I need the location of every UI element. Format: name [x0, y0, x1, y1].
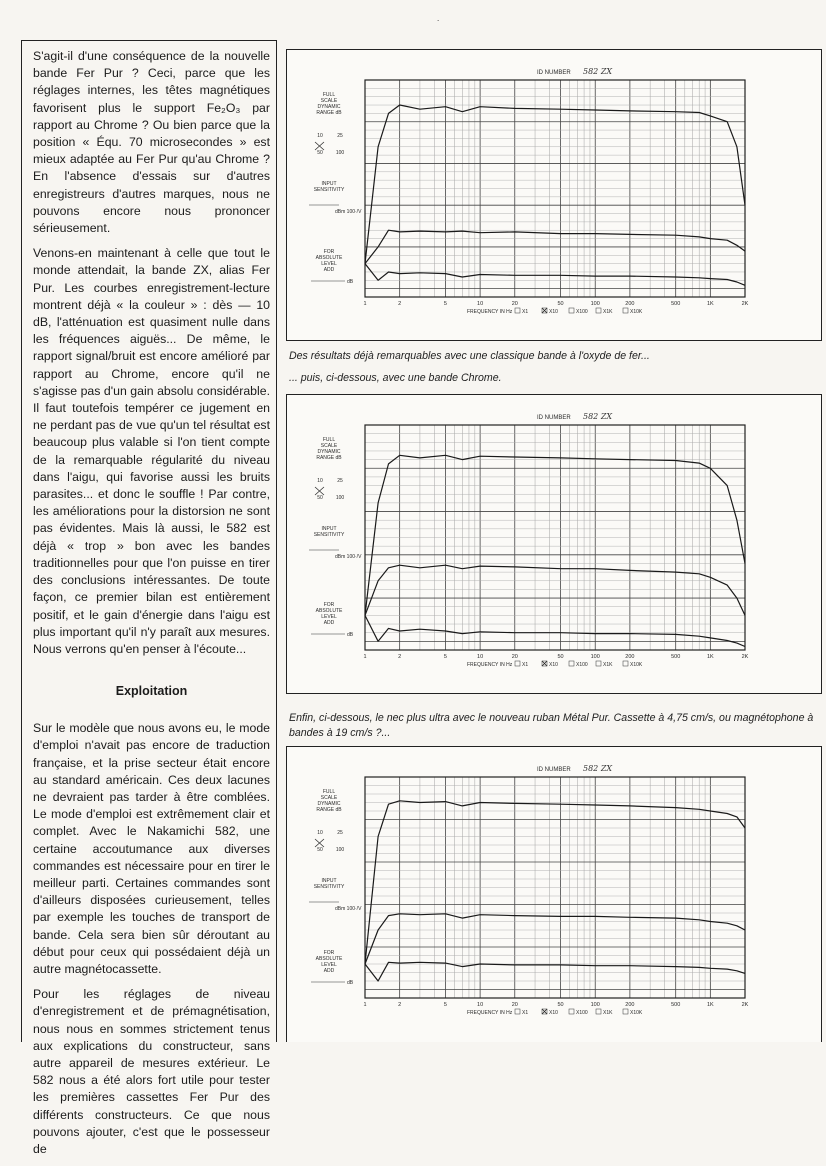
range-option: 50 [317, 495, 323, 501]
x-tick-label: 1K [706, 1002, 714, 1008]
absolute-level-label: LEVEL [321, 962, 337, 968]
input-sensitivity-label: SENSITIVITY [313, 532, 345, 538]
full-scale-label: SCALE [320, 98, 338, 104]
multiplier-label: X100 [576, 1010, 588, 1016]
multiplier-label: X10 [549, 1010, 558, 1016]
paragraph-4: Pour les réglages de niveau d'enregistrement et de prémagnétisation, nous nous en sommes strictement tenus aux explications du constructeur, sans autre appareil de mesures extérieur. Le 582 nous a été alors fort utile pour tester les premières cassettes Fer Pur des différents constructeurs. Ce que nous pouvons ajouter, c'est que le possesseur de [33, 987, 270, 1156]
paragraph-2: Venons-en maintenant à celle que tout le monde attendait, la bande ZX, alias Fer Pur. Les courbes enregistrement-lecture montrent déjà « la couleur » : dès — 10 dB, l'atténuation est quasiment nulle dans les fréquences aiguës... De même, le rapport signal/bruit est encore amélioré par rapport au Chrome, encore qu'il ne s'agisse pas d'un gain absolu considérable. Il faut toutefois tempérer ce jugement en ne perdant pas de vue qu'un tel résultat est beaucoup plus valable si l'on tient compte de la remarquable régularité du niveau dans l'aigu, qui favorise aussi les bruits parasites... et donc le souffle ! Par contre, les améliorations pour la distorsion ne sont pas évidentes. Mais là aussi, le 582 est déjà « trop » bon avec les bandes traditionnelles pour que l'on puisse en tirer des conclusions intéressantes. De toute façon, ce premier bilan est entièrement positif, et le gain d'énergie dans l'aigu est plus important qu'il n'y paraît aux mesures. Nous verrons qu'en penser à l'écoute... [33, 246, 270, 656]
frequency-response-chart-1 [287, 50, 823, 342]
check-mark-icon [315, 487, 324, 495]
multiplier-label: X10K [630, 1010, 643, 1016]
x-tick-label: 500 [671, 654, 681, 660]
multiplier-label: X10K [630, 309, 643, 315]
range-option: 100 [335, 847, 345, 853]
absolute-level-label: ABSOLUTE [315, 956, 343, 962]
section-heading: Exploitation [115, 684, 188, 699]
x-tick-label: 2K [741, 301, 749, 307]
multiplier-label: X1 [522, 1010, 529, 1016]
x-tick-label: 10 [477, 1002, 484, 1008]
x-tick-label: 200 [625, 1002, 635, 1008]
absolute-level-label: LEVEL [321, 261, 337, 267]
caption-2: ... puis, ci-dessous, avec une bande Chrome. [289, 372, 502, 384]
full-scale-label: DYNAMIC [317, 449, 341, 455]
x-tick-label: 100 [590, 301, 600, 307]
article-text-column [33, 48, 270, 1166]
range-option: 50 [317, 847, 323, 853]
x-tick-label: 50 [557, 654, 564, 660]
chart-id-handwritten: 582 ZX [583, 764, 613, 773]
multiplier-label: X100 [576, 662, 588, 668]
x-tick-label: 2 [398, 1002, 402, 1008]
response-curve-1 [365, 455, 745, 615]
absolute-level-label: ADD [323, 267, 335, 273]
full-scale-label: SCALE [320, 795, 338, 801]
x-tick-label: 2K [741, 654, 749, 660]
full-scale-label: DYNAMIC [317, 801, 341, 807]
multiplier-label: X1K [603, 1010, 613, 1016]
x-tick-label: 5 [443, 301, 447, 307]
multiplier-label: X10K [630, 662, 643, 668]
multiplier-label: X10 [549, 309, 558, 315]
input-sensitivity-label: INPUT [321, 878, 337, 884]
paragraph-1: S'agit-il d'une conséquence de la nouvelle bande Fer Pur ? Ceci, parce que les réglages internes, les têtes magnétiques favorisent plus le support Fe₂O₃ par rapport au Chrome ? Ou bien parce que la position « Équ. 70 microsecondes » est mieux adaptée au Fer Pur qu'au Chrome ? En l'absence d'essais sur d'autres enregistreurs d'autres marques, nous ne pouvons encore nous prononcer sérieusement. [33, 49, 270, 236]
range-option: 50 [317, 150, 323, 156]
response-curve-1 [365, 801, 745, 964]
absolute-level-label: FOR [323, 602, 335, 608]
chart-1-frame [286, 49, 822, 341]
multiplier-checkbox [515, 308, 520, 313]
range-option: 25 [337, 830, 343, 836]
full-scale-label: DYNAMIC [317, 104, 341, 110]
dbm-label: dBm 100·/V [335, 906, 362, 912]
multiplier-checkbox [515, 661, 520, 666]
chart-3-frame [286, 746, 822, 1042]
chart-id-label: ID NUMBER [537, 70, 571, 76]
chart-id-handwritten: 582 ZX [583, 412, 613, 421]
input-sensitivity-label: SENSITIVITY [313, 187, 345, 193]
multiplier-label: X1 [522, 309, 529, 315]
dbm-label: dBm 100·/V [335, 554, 362, 560]
multiplier-check-icon [542, 308, 547, 313]
x-tick-label: 5 [443, 1002, 447, 1008]
x-tick-label: 2 [398, 301, 402, 307]
check-mark-icon [315, 142, 324, 150]
response-curve-1 [365, 105, 745, 264]
multiplier-checkbox [596, 661, 601, 666]
input-sensitivity-label: INPUT [321, 181, 337, 187]
full-scale-label: RANGE dB [316, 455, 342, 461]
multiplier-checkbox [569, 308, 574, 313]
x-tick-label: 5 [443, 654, 447, 660]
input-sensitivity-label: SENSITIVITY [313, 884, 345, 890]
x-tick-label: 2 [398, 654, 402, 660]
full-scale-label: FULL [322, 92, 336, 98]
multiplier-checkbox [623, 308, 628, 313]
multiplier-label: X100 [576, 309, 588, 315]
absolute-level-label: ADD [323, 620, 335, 626]
range-option: 100 [335, 150, 345, 156]
input-sensitivity-label: INPUT [321, 526, 337, 532]
multiplier-check-icon [542, 661, 547, 666]
x-tick-label: 20 [511, 301, 518, 307]
x-tick-label: 200 [625, 654, 635, 660]
db-label: dB [347, 632, 354, 638]
absolute-level-label: FOR [323, 950, 335, 956]
x-axis-label: FREQUENCY IN Hz [467, 1010, 513, 1016]
x-tick-label: 1K [706, 301, 714, 307]
chart-id-handwritten: 582 ZX [583, 67, 613, 76]
x-tick-label: 20 [511, 654, 518, 660]
multiplier-checkbox [623, 1009, 628, 1014]
range-option: 10 [317, 830, 323, 836]
full-scale-label: FULL [322, 789, 336, 795]
range-option: 25 [337, 133, 343, 139]
x-axis-label: FREQUENCY IN Hz [467, 662, 513, 668]
multiplier-label: X1 [522, 662, 529, 668]
x-tick-label: 10 [477, 654, 484, 660]
frequency-response-chart-2 [287, 395, 823, 695]
multiplier-label: X1K [603, 662, 613, 668]
check-mark-icon [315, 839, 324, 847]
multiplier-label: X1K [603, 309, 613, 315]
x-tick-label: 1 [363, 654, 367, 660]
multiplier-checkbox [623, 661, 628, 666]
db-label: dB [347, 279, 354, 285]
x-tick-label: 1K [706, 654, 714, 660]
x-tick-label: 50 [557, 301, 564, 307]
db-label: dB [347, 980, 354, 986]
full-scale-label: RANGE dB [316, 110, 342, 116]
multiplier-checkbox [515, 1009, 520, 1014]
chart-id-label: ID NUMBER [537, 415, 571, 421]
absolute-level-label: LEVEL [321, 614, 337, 620]
multiplier-check-icon [542, 1009, 547, 1014]
x-tick-label: 100 [590, 654, 600, 660]
multiplier-checkbox [596, 308, 601, 313]
response-curve-3 [365, 962, 745, 981]
response-curve-3 [365, 264, 745, 286]
x-tick-label: 20 [511, 1002, 518, 1008]
multiplier-label: X10 [549, 662, 558, 668]
response-curve-2 [365, 565, 745, 615]
full-scale-label: SCALE [320, 443, 338, 449]
x-tick-label: 1 [363, 1002, 367, 1008]
full-scale-label: FULL [322, 437, 336, 443]
range-option: 100 [335, 495, 345, 501]
x-tick-label: 1 [363, 301, 367, 307]
range-option: 10 [317, 478, 323, 484]
chart-2-frame [286, 394, 822, 694]
multiplier-checkbox [596, 1009, 601, 1014]
range-option: 25 [337, 478, 343, 484]
multiplier-checkbox [569, 1009, 574, 1014]
full-scale-label: RANGE dB [316, 807, 342, 813]
frequency-response-chart-3 [287, 747, 823, 1043]
absolute-level-label: ABSOLUTE [315, 608, 343, 614]
x-tick-label: 50 [557, 1002, 564, 1008]
paragraph-3: Sur le modèle que nous avons eu, le mode d'emploi n'avait pas encore de traduction française, et la prise secteur était encore au standard américain. Ces deux lacunes ne devraient pas tarder à être comblées. Le mode d'emploi est extrêmement clair et complet. Avec le Nakamichi 582, une certaine accoutumance aux diverses commandes est nécessaire pour en tirer le meilleur parti. Certaines commandes sont d'ailleurs disposées curieusement, telles par exemple les touches de transport de bande. Cela sera bien sûr déroutant au début pour ceux qui possédaient déjà un autre magnétocassette. [33, 721, 270, 976]
caption-3: Enfin, ci-dessous, le nec plus ultra avec le nouveau ruban Métal Pur. Cassette à 4,75 cm/s, ou magnétophone à bandes à 19 cm/s ?... [289, 712, 814, 739]
caption-1: Des résultats déjà remarquables avec une classique bande à l'oxyde de fer... [289, 350, 650, 362]
multiplier-checkbox [569, 661, 574, 666]
x-tick-label: 2K [741, 1002, 749, 1008]
chart-id-label: ID NUMBER [537, 767, 571, 773]
x-tick-label: 10 [477, 301, 484, 307]
x-tick-label: 200 [625, 301, 635, 307]
range-option: 10 [317, 133, 323, 139]
absolute-level-label: ADD [323, 968, 335, 974]
page-mark: . [437, 14, 440, 23]
x-axis-label: FREQUENCY IN Hz [467, 309, 513, 315]
x-tick-label: 500 [671, 301, 681, 307]
response-curve-3 [365, 615, 745, 646]
x-tick-label: 100 [590, 1002, 600, 1008]
absolute-level-label: ABSOLUTE [315, 255, 343, 261]
absolute-level-label: FOR [323, 249, 335, 255]
dbm-label: dBm 100·/V [335, 209, 362, 215]
x-tick-label: 500 [671, 1002, 681, 1008]
